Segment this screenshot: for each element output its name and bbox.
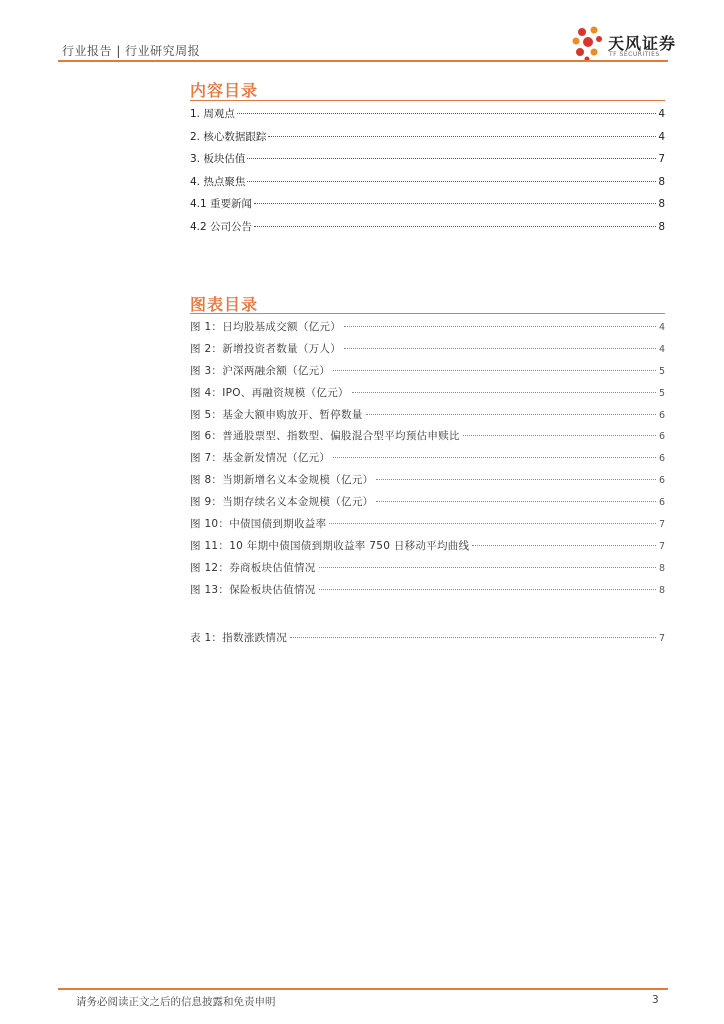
toc-item[interactable] bbox=[190, 219, 665, 242]
figure-item[interactable] bbox=[190, 385, 665, 407]
figure-item-page: 5 bbox=[658, 365, 665, 377]
figure-item[interactable] bbox=[190, 560, 665, 582]
toc-item-label: 1. 周观点 bbox=[190, 108, 235, 120]
figure-item-label: 图 2：新增投资者数量（万人） bbox=[190, 342, 342, 355]
toc-item-page: 8 bbox=[658, 220, 665, 233]
figure-leader-dots bbox=[333, 457, 656, 458]
figure-item-page: 4 bbox=[658, 343, 665, 355]
figure-item-label: 图 9：当期存续名义本金规模（亿元） bbox=[190, 496, 374, 509]
figure-item-page: 5 bbox=[658, 387, 665, 399]
figure-item-label: 图 1：日均股基成交额（亿元） bbox=[190, 321, 342, 333]
toc-leader-dots bbox=[254, 226, 656, 227]
toc-item[interactable] bbox=[190, 129, 665, 152]
toc-item-page: 8 bbox=[658, 175, 665, 188]
table-item-label: 表 1：指数涨跌情况 bbox=[190, 632, 288, 644]
toc-item[interactable] bbox=[190, 151, 665, 174]
toc-leader-dots bbox=[254, 203, 656, 204]
figure-leader-dots bbox=[333, 370, 656, 371]
toc-item-page: 4 bbox=[658, 130, 665, 143]
figure-item-page: 6 bbox=[658, 409, 665, 421]
figure-leader-dots bbox=[344, 326, 656, 327]
figure-leader-dots bbox=[329, 523, 656, 524]
figure-leader-dots bbox=[472, 545, 656, 546]
toc-item-label: 4.2 公司公告 bbox=[190, 220, 253, 233]
figure-item-page: 6 bbox=[658, 431, 665, 443]
figure-leader-dots bbox=[463, 435, 656, 436]
figure-item-label: 图 8：当期新增名义本金规模（亿元） bbox=[190, 474, 374, 487]
figure-item-page: 6 bbox=[658, 453, 665, 465]
toc-item[interactable] bbox=[190, 174, 665, 197]
figure-leader-dots bbox=[344, 348, 656, 349]
toc-item-page: 7 bbox=[658, 153, 665, 165]
contents-title: 内容目录 bbox=[190, 81, 259, 100]
toc-item[interactable] bbox=[190, 106, 665, 129]
table-leader-dots bbox=[290, 637, 656, 638]
figure-item[interactable] bbox=[190, 363, 665, 385]
toc-leader-dots bbox=[268, 136, 656, 137]
toc-item[interactable] bbox=[190, 196, 665, 219]
figure-item-label: 图 5：基金大额申购放开、暂停数量 bbox=[190, 408, 363, 421]
figure-item-label: 图 6：普通股票型、指数型、偏股混合型平均预估申赎比 bbox=[190, 430, 460, 443]
figure-item-label: 图 13：保险板块估值情况 bbox=[190, 583, 316, 596]
toc-leader-dots bbox=[247, 181, 656, 182]
table-item[interactable] bbox=[190, 630, 665, 652]
figure-item[interactable] bbox=[190, 319, 665, 341]
figure-leader-dots bbox=[366, 414, 656, 415]
toc-item-label: 3. 板块估值 bbox=[190, 153, 246, 165]
footer-disclaimer: 请务必阅读正文之后的信息披露和免责申明 bbox=[76, 996, 276, 1008]
figure-item-label: 图 11：10 年期中债国债到期收益率 750 日移动平均曲线 bbox=[190, 539, 470, 552]
figure-item-page: 7 bbox=[658, 540, 665, 552]
figure-item[interactable] bbox=[190, 472, 665, 494]
footer-page-number: 3 bbox=[652, 994, 659, 1006]
figures-list bbox=[190, 319, 665, 604]
toc-item-label: 4.1 重要新闻 bbox=[190, 198, 253, 210]
figure-item[interactable] bbox=[190, 341, 665, 363]
figure-item[interactable] bbox=[190, 516, 665, 538]
figure-item-label: 图 4：IPO、再融资规模（亿元） bbox=[190, 386, 349, 399]
figure-item-label: 图 7：基金新发情况（亿元） bbox=[190, 452, 331, 465]
contents-title-rule bbox=[190, 100, 665, 101]
figure-item-page: 6 bbox=[658, 475, 665, 487]
toc-leader-dots bbox=[247, 158, 656, 159]
figure-item-page: 8 bbox=[658, 584, 665, 596]
figure-item-label: 图 12：券商板块估值情况 bbox=[190, 561, 316, 574]
figures-title: 图表目录 bbox=[190, 295, 259, 314]
contents-list bbox=[190, 106, 665, 241]
header-breadcrumb: 行业报告 | 行业研究周报 bbox=[62, 44, 201, 58]
toc-item-label: 2. 核心数据跟踪 bbox=[190, 130, 267, 143]
footer-divider bbox=[58, 988, 668, 990]
figures-title-rule bbox=[190, 313, 665, 314]
figure-item[interactable] bbox=[190, 450, 665, 472]
figure-item-label: 图 10：中债国债到期收益率 bbox=[190, 518, 327, 531]
figure-item-page: 7 bbox=[658, 519, 665, 531]
toc-item-page: 4 bbox=[658, 108, 665, 120]
figure-item[interactable] bbox=[190, 494, 665, 516]
figure-leader-dots bbox=[319, 589, 656, 590]
figure-item-page: 6 bbox=[658, 497, 665, 509]
figure-item-page: 4 bbox=[658, 322, 665, 333]
figure-item[interactable] bbox=[190, 407, 665, 429]
header-divider bbox=[58, 60, 668, 62]
figure-item[interactable] bbox=[190, 538, 665, 560]
figure-item[interactable] bbox=[190, 582, 665, 604]
toc-leader-dots bbox=[237, 113, 656, 114]
figure-leader-dots bbox=[376, 479, 656, 480]
tables-list bbox=[190, 630, 665, 652]
toc-item-label: 4. 热点聚焦 bbox=[190, 175, 246, 188]
figure-leader-dots bbox=[352, 392, 656, 393]
figure-leader-dots bbox=[319, 567, 656, 568]
toc-item-page: 8 bbox=[658, 198, 665, 210]
table-item-page: 7 bbox=[658, 633, 665, 644]
figure-item[interactable] bbox=[190, 428, 665, 450]
logo-subtext: TF SECURITIES bbox=[609, 51, 660, 58]
figure-item-label: 图 3：沪深两融余额（亿元） bbox=[190, 364, 331, 377]
logo-text: 天风证券 bbox=[608, 34, 677, 53]
figure-item-page: 8 bbox=[658, 562, 665, 574]
figure-leader-dots bbox=[376, 501, 656, 502]
